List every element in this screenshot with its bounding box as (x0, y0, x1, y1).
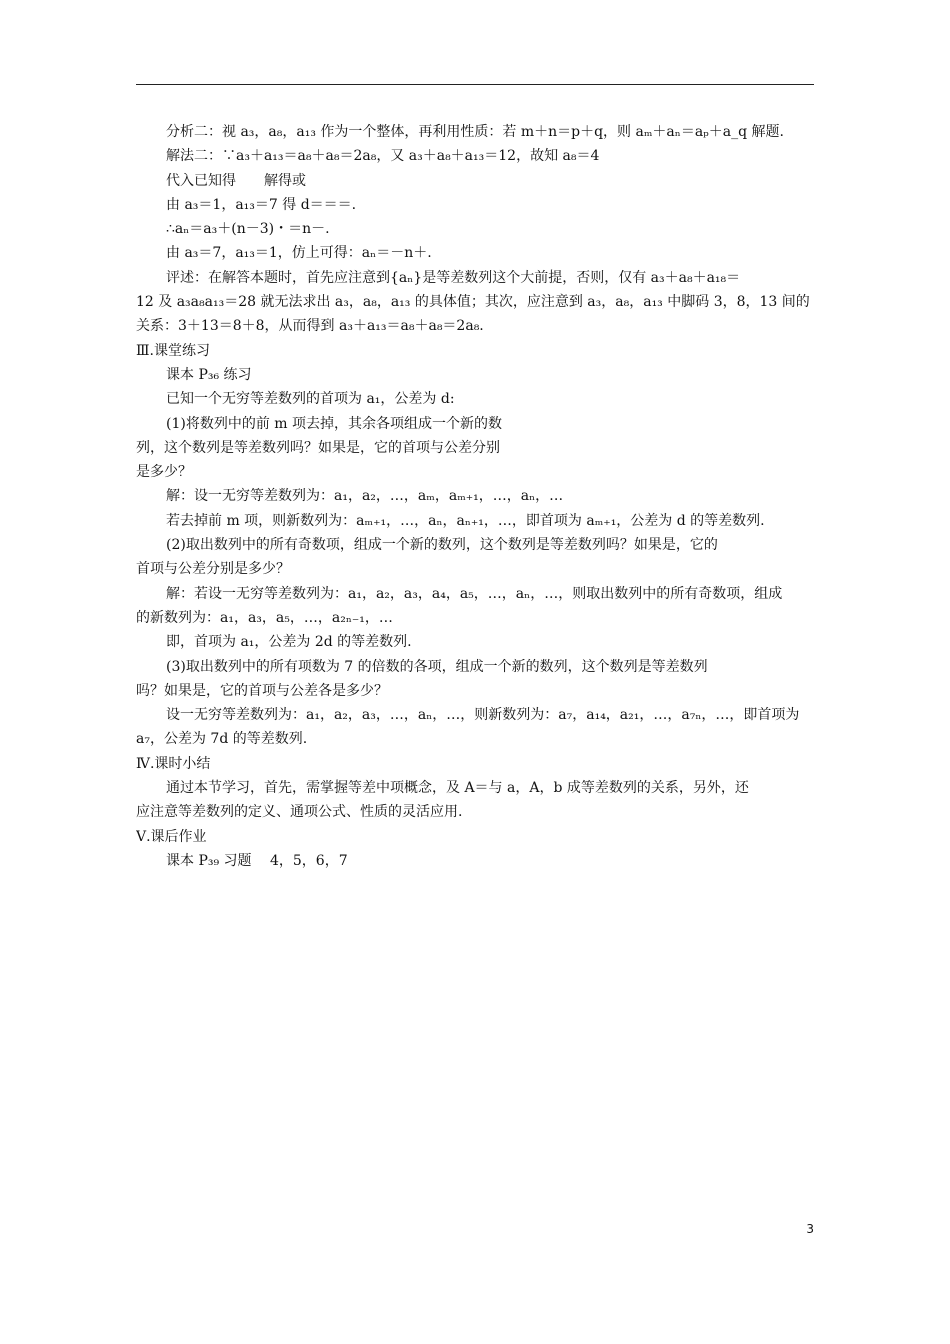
text-line: 12 及 a₃a₈a₁₃＝28 就无法求出 a₃，a₈，a₁₃ 的具体值；其次，应注意到 a₃，a₈，a₁₃ 中脚码 3，8，13 间的 (136, 294, 810, 311)
text-line: 解：设一无穷等差数列为：a₁，a₂，…，aₘ，aₘ₊₁，…，aₙ，… (166, 488, 564, 505)
text-line: 设一无穷等差数列为：a₁，a₂，a₃，…，aₙ，…，则新数列为：a₇，a₁₄，a₂₁，…，a₇ₙ，…，即首项为 (166, 707, 800, 724)
text-line: 若去掉前 m 项，则新数列为：aₘ₊₁，…，aₙ，aₙ₊₁，…，即首项为 aₘ₊₁，公差为 d 的等差数列. (166, 512, 765, 529)
text-line: ∴aₙ＝a₃＋(n－3)・＝n－. (166, 221, 330, 238)
section-heading-summary: Ⅳ.课时小结 (136, 755, 211, 772)
text-line: 应注意等差数列的定义、通项公式、性质的灵活应用. (136, 804, 463, 821)
text-line: 已知一个无穷等差数列的首项为 a₁，公差为 d: (166, 391, 455, 408)
header-rule (136, 84, 814, 85)
text-line: 即，首项为 a₁，公差为 2d 的等差数列. (166, 634, 412, 651)
text-line: 课本 P₃₆ 练习 (166, 366, 252, 383)
text-line: 列，这个数列是等差数列吗？如果是，它的首项与公差分别 (136, 439, 500, 456)
text-line: (2)取出数列中的所有奇数项，组成一个新的数列，这个数列是等差数列吗？如果是，它的 (166, 537, 718, 554)
text-line: 代入已知得 解得或 (166, 172, 306, 189)
document-body (136, 120, 816, 873)
text-line: 解：若设一无穷等差数列为：a₁，a₂，a₃，a₄，a₅，…，aₙ，…，则取出数列中的所有奇数项，组成 (166, 585, 783, 602)
text-line: a₇，公差为 7d 的等差数列. (136, 731, 308, 748)
text-line: 评述：在解答本题时，首先应注意到{aₙ}是等差数列这个大前提，否则，仅有 a₃＋a₈＋a₁₈＝ (166, 269, 741, 286)
text-line: 由 a₃＝7，a₁₃＝1，仿上可得：aₙ＝－n＋. (166, 245, 432, 262)
text-line: 吗？如果是，它的首项与公差各是多少？ (136, 682, 388, 699)
text-line: 关系：3＋13＝8＋8，从而得到 a₃＋a₁₃＝a₈＋a₈＝2a₈. (136, 318, 484, 335)
text-line: (1)将数列中的前 m 项去掉，其余各项组成一个新的数 (166, 415, 503, 432)
text-line: 首项与公差分别是多少？ (136, 561, 290, 578)
section-heading-practice: Ⅲ.课堂练习 (136, 342, 210, 359)
text-line: 是多少？ (136, 464, 192, 481)
section-heading-homework: Ⅴ.课后作业 (136, 828, 207, 845)
text-line: 解法二：∵a₃＋a₁₃＝a₈＋a₈＝2a₈，又 a₃＋a₈＋a₁₃＝12，故知 a₈＝4 (166, 148, 600, 165)
text-line: 的新数列为：a₁，a₃，a₅，…，a₂ₙ₋₁，… (136, 609, 393, 626)
text-line: 分析二：视 a₃，a₈，a₁₃ 作为一个整体，再利用性质：若 m＋n＝p＋q，则 aₘ＋aₙ＝aₚ＋a_q 解题. (166, 124, 784, 140)
text-line: 课本 P₃₉ 习题 4，5，6，7 (166, 852, 348, 869)
text-line: 由 a₃＝1，a₁₃＝7 得 d＝＝＝. (166, 196, 357, 213)
text-line: 通过本节学习，首先，需掌握等差中项概念，及 A＝与 a，A，b 成等差数列的关系，另外，还 (166, 780, 749, 797)
text-line: (3)取出数列中的所有项数为 7 的倍数的各项，组成一个新的数列，这个数列是等差数列 (166, 658, 708, 675)
page-number: 3 (806, 1222, 814, 1236)
